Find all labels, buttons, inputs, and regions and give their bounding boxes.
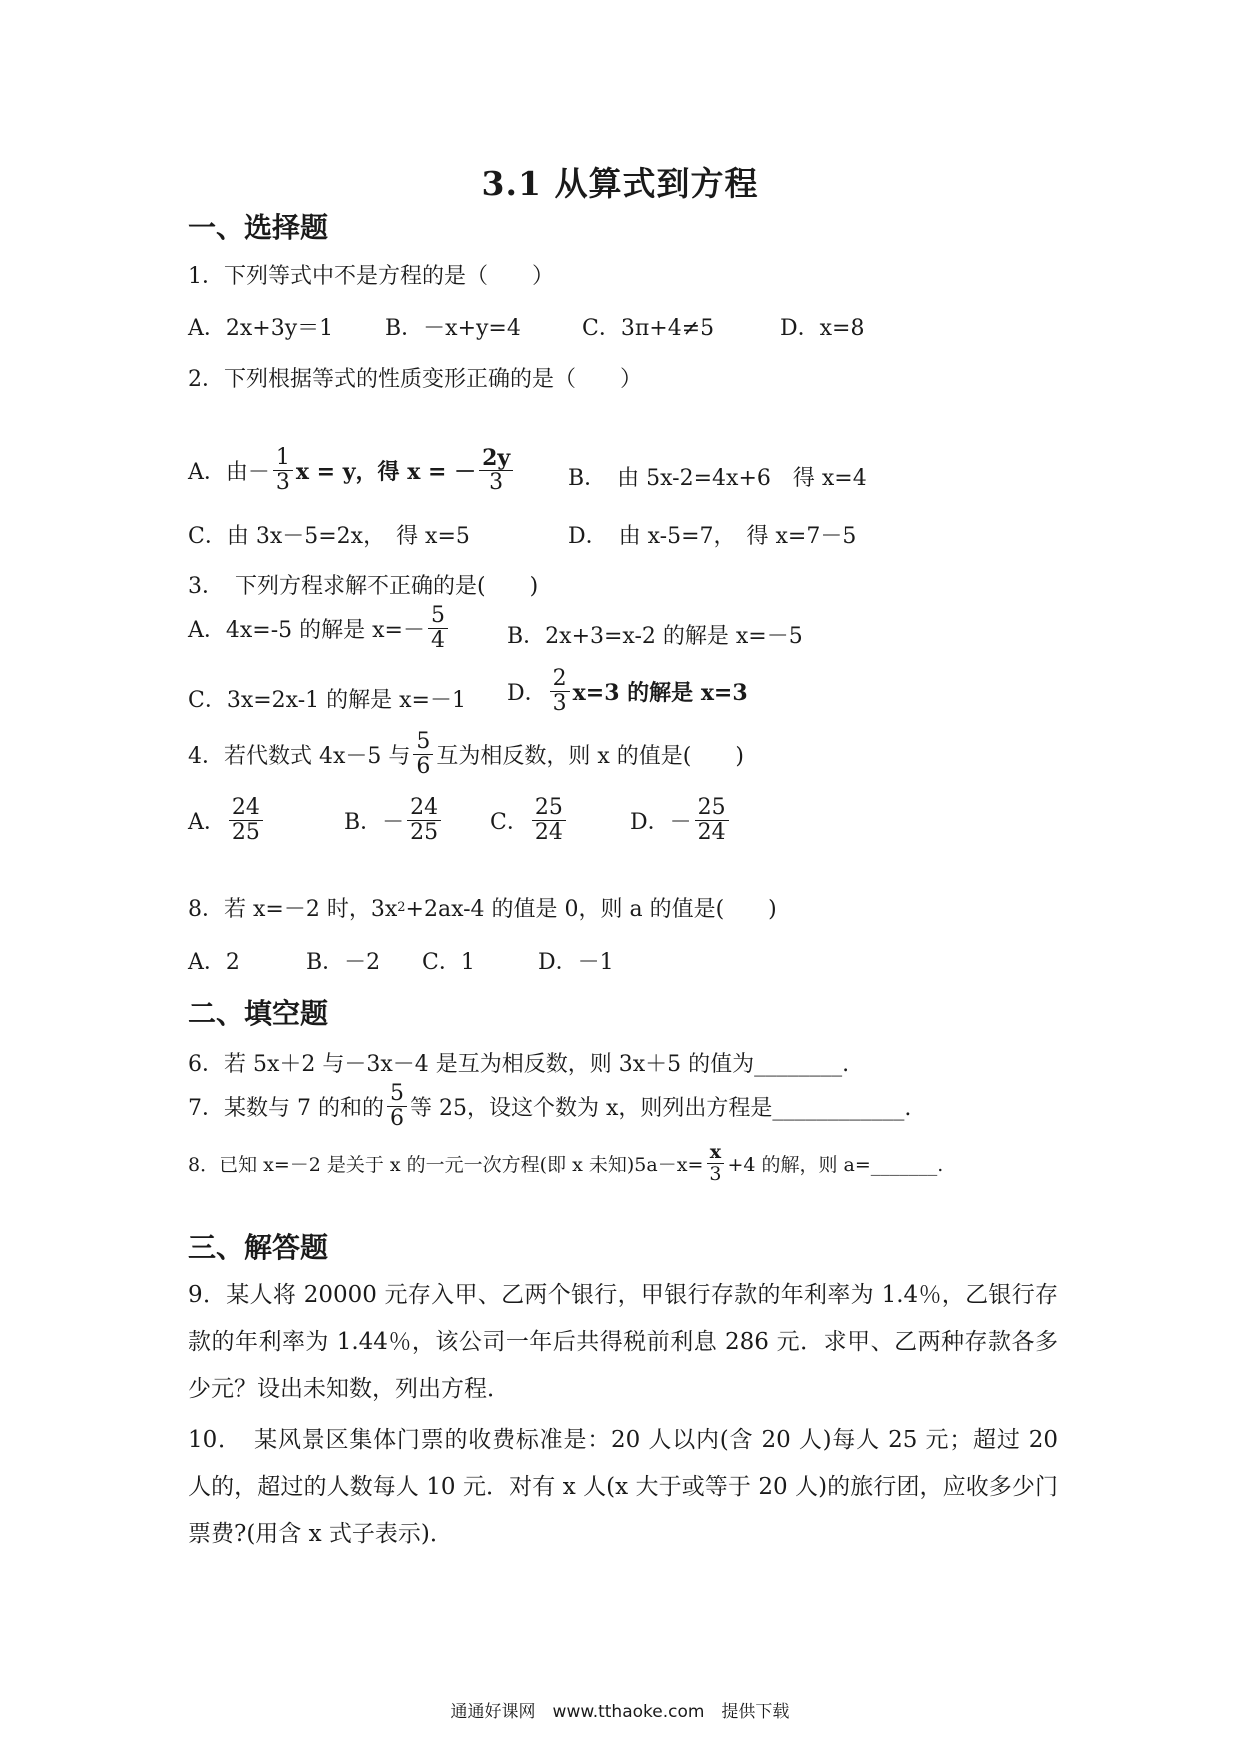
question-7-suffix: 等 25，设这个数为 x，则列出方程是____________. [409,1096,912,1122]
fraction-denominator: 3 [552,691,567,717]
fraction-numerator: 2 [550,667,570,692]
fraction-denominator: 24 [697,820,726,846]
option-d-label: D． [507,681,547,707]
fraction-numerator: 25 [695,796,729,821]
question-4-stem-suffix: 互为相反数，则 x 的值是( ) [436,744,744,770]
exponent: 2 [397,900,406,915]
question-2-option-c: C．由 3x－5=2x， 得 x=5 [188,524,470,549]
question-8-fill-suffix: +4 的解，则 a=_______. [727,1153,944,1176]
fraction [532,796,566,845]
fraction-denominator: 25 [231,820,260,846]
question-8-choice-stem [188,892,777,923]
question-9: 9．某人将 20000 元存入甲、乙两个银行，甲银行存款的年利率为 1.4％，乙银行存款的年利率为 1.44％，该公司一年后共得税前利息 286 元．求甲、乙两种存款各多少元？设出未知数，列出方程． [188,1282,1058,1402]
fraction-numerator: 2y [479,446,513,471]
question-3-option-d [507,667,750,716]
fraction-denominator: 3 [709,1162,722,1185]
question-3-option-a [188,604,451,653]
question-8-fill [188,1142,943,1185]
question-4-option-b [344,796,444,845]
fraction-denominator: 4 [430,628,445,654]
question-6: 6．若 5x＋2 与－3x－4 是互为相反数，则 3x＋5 的值为________. [188,1052,850,1077]
page-title: 3.1 从算式到方程 [481,164,759,203]
question-3-option-c: C．3x=2x-1 的解是 x=－1 [188,688,466,713]
question-2-stem: 2．下列根据等式的性质变形正确的是（ ） [188,367,642,392]
fraction-denominator: 3 [489,470,504,496]
fraction-denominator: 3 [275,470,290,496]
question-8-option-d: D．－1 [538,950,614,975]
fraction-numerator: 5 [387,1082,407,1107]
question-2-option-a [188,446,516,495]
question-4-option-a [188,796,266,845]
fraction-denominator: 25 [410,820,439,846]
question-7-prefix: 7．某数与 7 的和的 [188,1096,384,1122]
fraction-x-thirds [706,1142,724,1185]
question-1-option-a: A．2x+3y＝1 [188,316,334,341]
question-8-fill-prefix: 8．已知 x=－2 是关于 x 的一元一次方程(即 x 未知)5a－x= [188,1153,704,1176]
option-label: A． [188,810,226,836]
fraction [695,796,729,845]
fraction-denominator: 24 [534,820,563,846]
question-4-option-c [490,796,569,845]
option-label: C． [490,810,529,836]
fraction-numerator: 5 [413,730,433,755]
fraction-numerator: 24 [407,796,441,821]
option-a-prefix: A．由－ [188,460,270,486]
question-1-option-c: C．3π+4≠5 [582,316,715,341]
section-heading-fill-blank: 二、填空题 [188,997,329,1030]
question-8-option-a: A．2 [188,950,240,975]
fraction-numerator: x [707,1142,724,1164]
fraction [229,796,263,845]
fraction-numerator: 25 [532,796,566,821]
option-a-middle: x = y，得 x = － [295,459,477,486]
question-3-option-b: B．2x+3=x-2 的解是 x=－5 [507,624,803,649]
fraction-numerator: 24 [229,796,263,821]
question-2-option-d: D． 由 x-5=7， 得 x=7－5 [568,524,857,549]
question-stem-suffix: +2ax-4 的值是 0，则 a 的值是( ) [405,897,777,922]
option-label: B．－ [344,810,405,836]
question-stem-prefix: 8．若 x=－2 时，3x [188,897,398,922]
page-footer: 通通好课网 www.tthaoke.com 提供下载 [450,1702,790,1722]
question-1-option-b: B．－x+y=4 [385,316,521,341]
question-10: 10． 某风景区集体门票的收费标准是：20 人以内(含 20 人)每人 25 元；超过 20 人的，超过的人数每人 10 元．对有 x 人(x 大于或等于 20 人)的旅行团，应收多少门票费?(用含 x 式子表示)． [188,1427,1058,1547]
question-8-option-c: C．1 [422,950,475,975]
option-label: D．－ [630,810,692,836]
fraction-five-sixths [387,1082,407,1131]
question-4-stem [188,730,744,779]
fraction-numerator: 5 [428,604,448,629]
fraction-denominator: 6 [389,1106,404,1132]
question-7 [188,1082,911,1131]
fraction [407,796,441,845]
question-4-stem-prefix: 4．若代数式 4x－5 与 [188,744,411,770]
question-1-stem: 1．下列等式中不是方程的是（ ） [188,264,554,289]
question-2-option-b: B． 由 5x-2=4x+6 得 x=4 [568,466,867,491]
fraction-one-third [273,446,293,495]
fraction-five-fourths [428,604,448,653]
fraction-denominator: 6 [416,754,431,780]
option-a-text: A．4x=-5 的解是 x=－ [188,618,425,644]
question-1-option-d: D．x=8 [780,316,865,341]
fraction-two-thirds [550,667,570,716]
question-4-option-d [630,796,732,845]
fraction-five-sixths [413,730,433,779]
option-d-text: x=3 的解是 x=3 [572,680,748,707]
section-heading-answer: 三、解答题 [188,1231,329,1264]
section-heading-choice: 一、选择题 [188,211,329,244]
fraction-two-y-thirds [479,446,513,495]
question-3-stem: 3． 下列方程求解不正确的是( ) [188,574,539,599]
question-8-option-b: B．－2 [306,950,381,975]
fraction-numerator: 1 [273,446,293,471]
